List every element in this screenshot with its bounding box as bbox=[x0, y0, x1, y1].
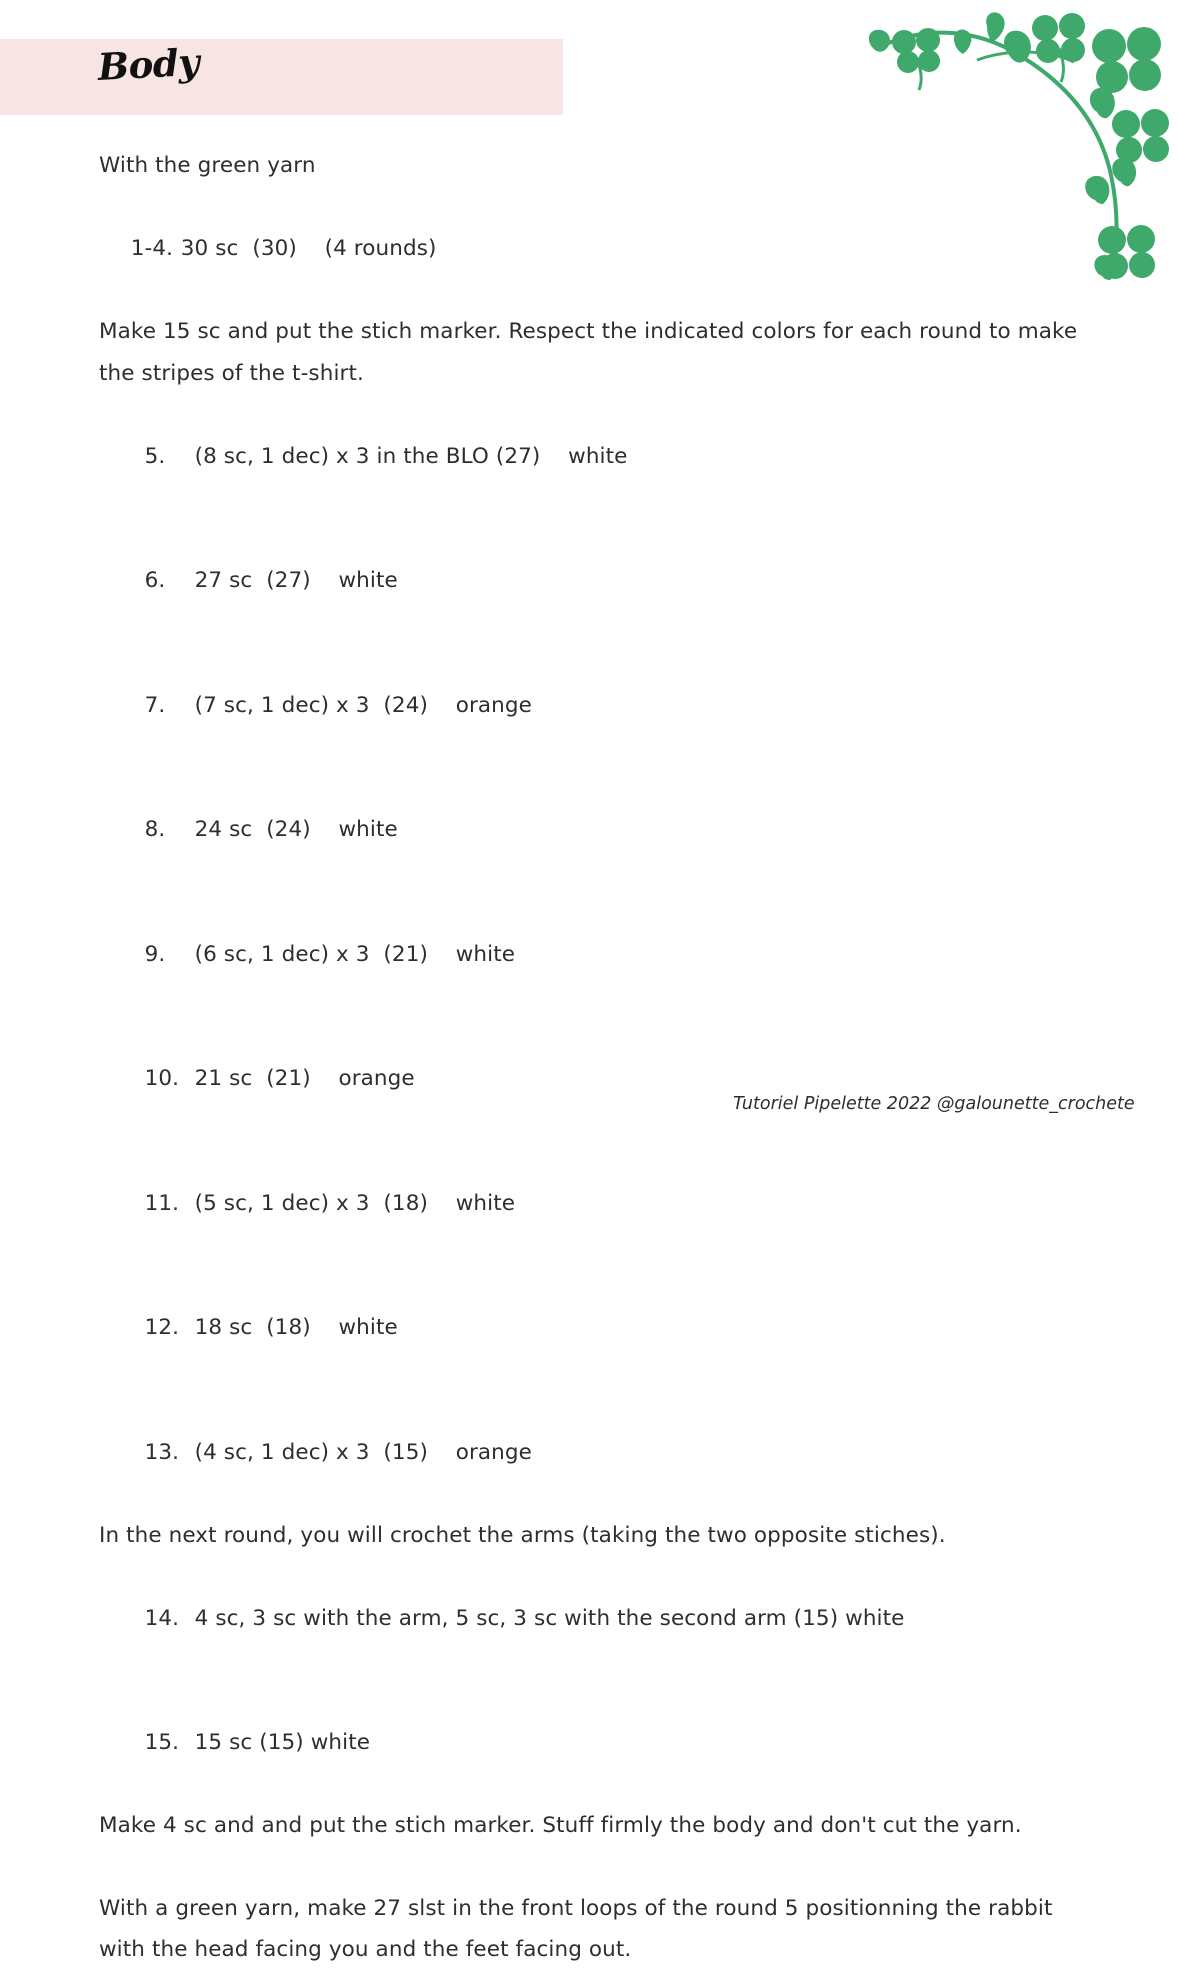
page-title: Body bbox=[96, 39, 201, 89]
round-number: 9. bbox=[144, 941, 166, 967]
rounds-list-2 bbox=[99, 1556, 1089, 1805]
round-text: 24 sc (24) white bbox=[194, 817, 398, 842]
footer-credit: Tutoriel Pipelette 2022 @galounette_crochete bbox=[733, 1094, 1135, 1114]
round-text: (4 sc, 1 dec) x 3 (15) orange bbox=[194, 1439, 532, 1465]
intro-line: With the green yarn bbox=[99, 153, 316, 178]
round-row bbox=[99, 1556, 1089, 1681]
round-row bbox=[99, 1017, 1089, 1142]
paragraph-spacer bbox=[99, 1847, 1089, 1888]
round-row bbox=[99, 643, 1089, 768]
round-row bbox=[99, 768, 1089, 893]
round-number: 13. bbox=[144, 1439, 180, 1465]
round-text: (5 sc, 1 dec) x 3 (18) white bbox=[194, 1190, 516, 1216]
round-number: 11. bbox=[144, 1190, 180, 1216]
round-number: 14. bbox=[144, 1605, 180, 1631]
round-row bbox=[99, 1681, 1089, 1806]
round-text: (8 sc, 1 dec) x 3 in the BLO (27) white bbox=[194, 443, 628, 469]
round-row bbox=[99, 519, 1089, 644]
round-row bbox=[99, 187, 1089, 312]
round-text: 30 sc (30) (4 rounds) bbox=[180, 236, 437, 261]
round-number: 5. bbox=[144, 443, 166, 469]
round-text: 21 sc (21) orange bbox=[194, 1066, 415, 1091]
round-text: (7 sc, 1 dec) x 3 (24) orange bbox=[194, 692, 532, 718]
note-stuffing: Make 4 sc and and put the stich marker. Stuff firmly the body and don't cut the yarn. bbox=[99, 1813, 1022, 1838]
round-row bbox=[99, 1141, 1089, 1266]
title-banner bbox=[0, 39, 563, 115]
round-row bbox=[99, 394, 1089, 519]
round-text: 18 sc (18) white bbox=[194, 1315, 398, 1340]
round-row bbox=[99, 1266, 1089, 1391]
round-row bbox=[99, 892, 1089, 1017]
rounds-list-1 bbox=[99, 394, 1089, 1515]
round-number: 6. bbox=[144, 568, 166, 593]
round-number: 10. bbox=[144, 1066, 180, 1091]
round-row bbox=[99, 1390, 1089, 1515]
round-number: 12. bbox=[144, 1315, 180, 1340]
note-green-edge: With a green yarn, make 27 slst in the front loops of the round 5 positionning the rabbit with the head facing you and the feet facing out. bbox=[99, 1895, 1053, 1962]
round-text: (6 sc, 1 dec) x 3 (21) white bbox=[194, 941, 516, 967]
round-number: 8. bbox=[144, 817, 166, 842]
round-number: 1-4. bbox=[130, 236, 174, 261]
round-number: 7. bbox=[144, 692, 166, 718]
round-text: 15 sc (15) white bbox=[194, 1730, 371, 1755]
round-number: 15. bbox=[144, 1730, 180, 1755]
round-text: 27 sc (27) white bbox=[194, 568, 398, 593]
note-stripes: Make 15 sc and put the stich marker. Respect the indicated colors for each round to make the stripes of the t-shirt. bbox=[99, 319, 1078, 386]
note-arms: In the next round, you will crochet the arms (taking the two opposite stiches). bbox=[99, 1522, 946, 1548]
pattern-content bbox=[99, 145, 1089, 1971]
round-text: 4 sc, 3 sc with the arm, 5 sc, 3 sc with the second arm (15) white bbox=[194, 1605, 905, 1631]
